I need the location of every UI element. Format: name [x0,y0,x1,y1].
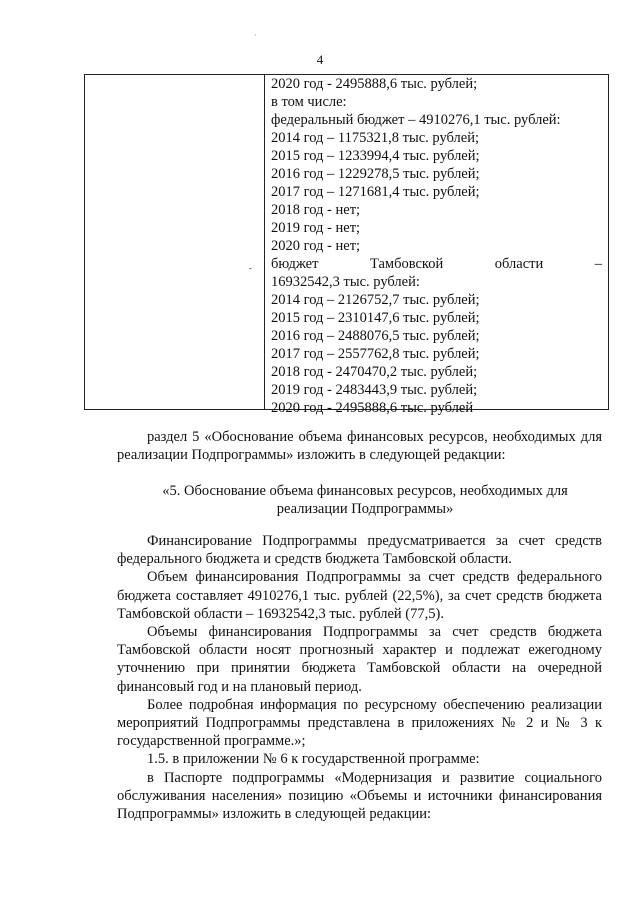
item-1-5: 1.5. в приложении № 6 к государственной программе: [147,751,480,768]
table-line: 2019 год - нет; [271,220,361,236]
table-line: 2020 год - 2495888,6 тыс. рублей; [271,76,478,92]
table-line: 2014 год – 2126752,7 тыс. рублей; [271,292,480,308]
table-line: 2020 год - 2495888,6 тыс. рублей [271,400,474,416]
financing-table [84,74,609,416]
section5-body [117,532,602,823]
table-line: 16932542,3 тыс. рублей: [271,274,420,290]
scan-speck: · [254,30,257,40]
paragraph: Более подробная информация по ресурсному обеспечению реализации мероприятий Подпрограммы представлена в приложениях № 2 и № 3 к государственной программе.»; [117,696,602,750]
scan-dash-mark: - [248,263,252,274]
table-line: федеральный бюджет – 4910276,1 тыс. рублей: [271,112,561,128]
budget-word: – [594,256,602,272]
budget-word: области [494,256,544,272]
table-line-regional-budget-label [271,255,602,273]
table-line: в том числе: [271,94,347,110]
table-line: 2014 год – 1175321,8 тыс. рублей; [271,130,479,146]
page-number: 4 [316,52,324,67]
section5-heading-block [140,482,590,518]
table-line: 2019 год - 2483443,9 тыс. рублей; [271,382,478,398]
paragraph: Финансирование Подпрограммы предусматривается за счет средств федерального бюджета и средств бюджета Тамбовской области. [117,533,602,568]
budget-word: бюджет [271,256,319,272]
passport-instruction: в Паспорте подпрограммы «Модернизация и развитие социального обслуживания населения» позицию «Объемы и источники финансирования Подпрограммы» изложить в следующей редакции: [117,769,602,823]
section-heading: «5. Обоснование объема финансовых ресурсов, необходимых для реализации Подпрограммы» [162,483,568,518]
section5-instruction [117,428,602,464]
table-line: 2020 год - нет; [271,238,361,254]
paragraph: Объем финансирования Подпрограммы за счет средств федерального бюджета составляет 4910276,1 тыс. рублей (22,5%), за счет средств бюджета Тамбовской области – 16932542,3 тыс. рублей (77,5). [117,569,602,622]
table-line: 2017 год – 1271681,4 тыс. рублей; [271,184,480,200]
table-right-cell [265,75,608,416]
budget-word: Тамбовской [369,256,444,272]
table-left-cell [85,75,265,409]
table-line: 2017 год – 2557762,8 тыс. рублей; [271,346,480,362]
table-line: 2018 год - нет; [271,202,361,218]
table-line: 2016 год – 2488076,5 тыс. рублей; [271,328,480,344]
paragraph: Объемы финансирования Подпрограммы за счет средств бюджета Тамбовской области носят прогнозный характер и подлежат ежегодному уточнению при принятии бюджета Тамбовской области на очередной финансовый год и на плановый период. [117,624,602,695]
table-line: 2016 год – 1229278,5 тыс. рублей; [271,166,480,182]
table-line: 2015 год – 2310147,6 тыс. рублей; [271,310,480,326]
table-line: 2015 год – 1233994,4 тыс. рублей; [271,148,480,164]
table-line: 2018 год - 2470470,2 тыс. рублей; [271,364,478,380]
instruction-paragraph: раздел 5 «Обоснование объема финансовых ресурсов, необходимых для реализации Подпрограммы» изложить в следующей редакции: [117,429,602,464]
